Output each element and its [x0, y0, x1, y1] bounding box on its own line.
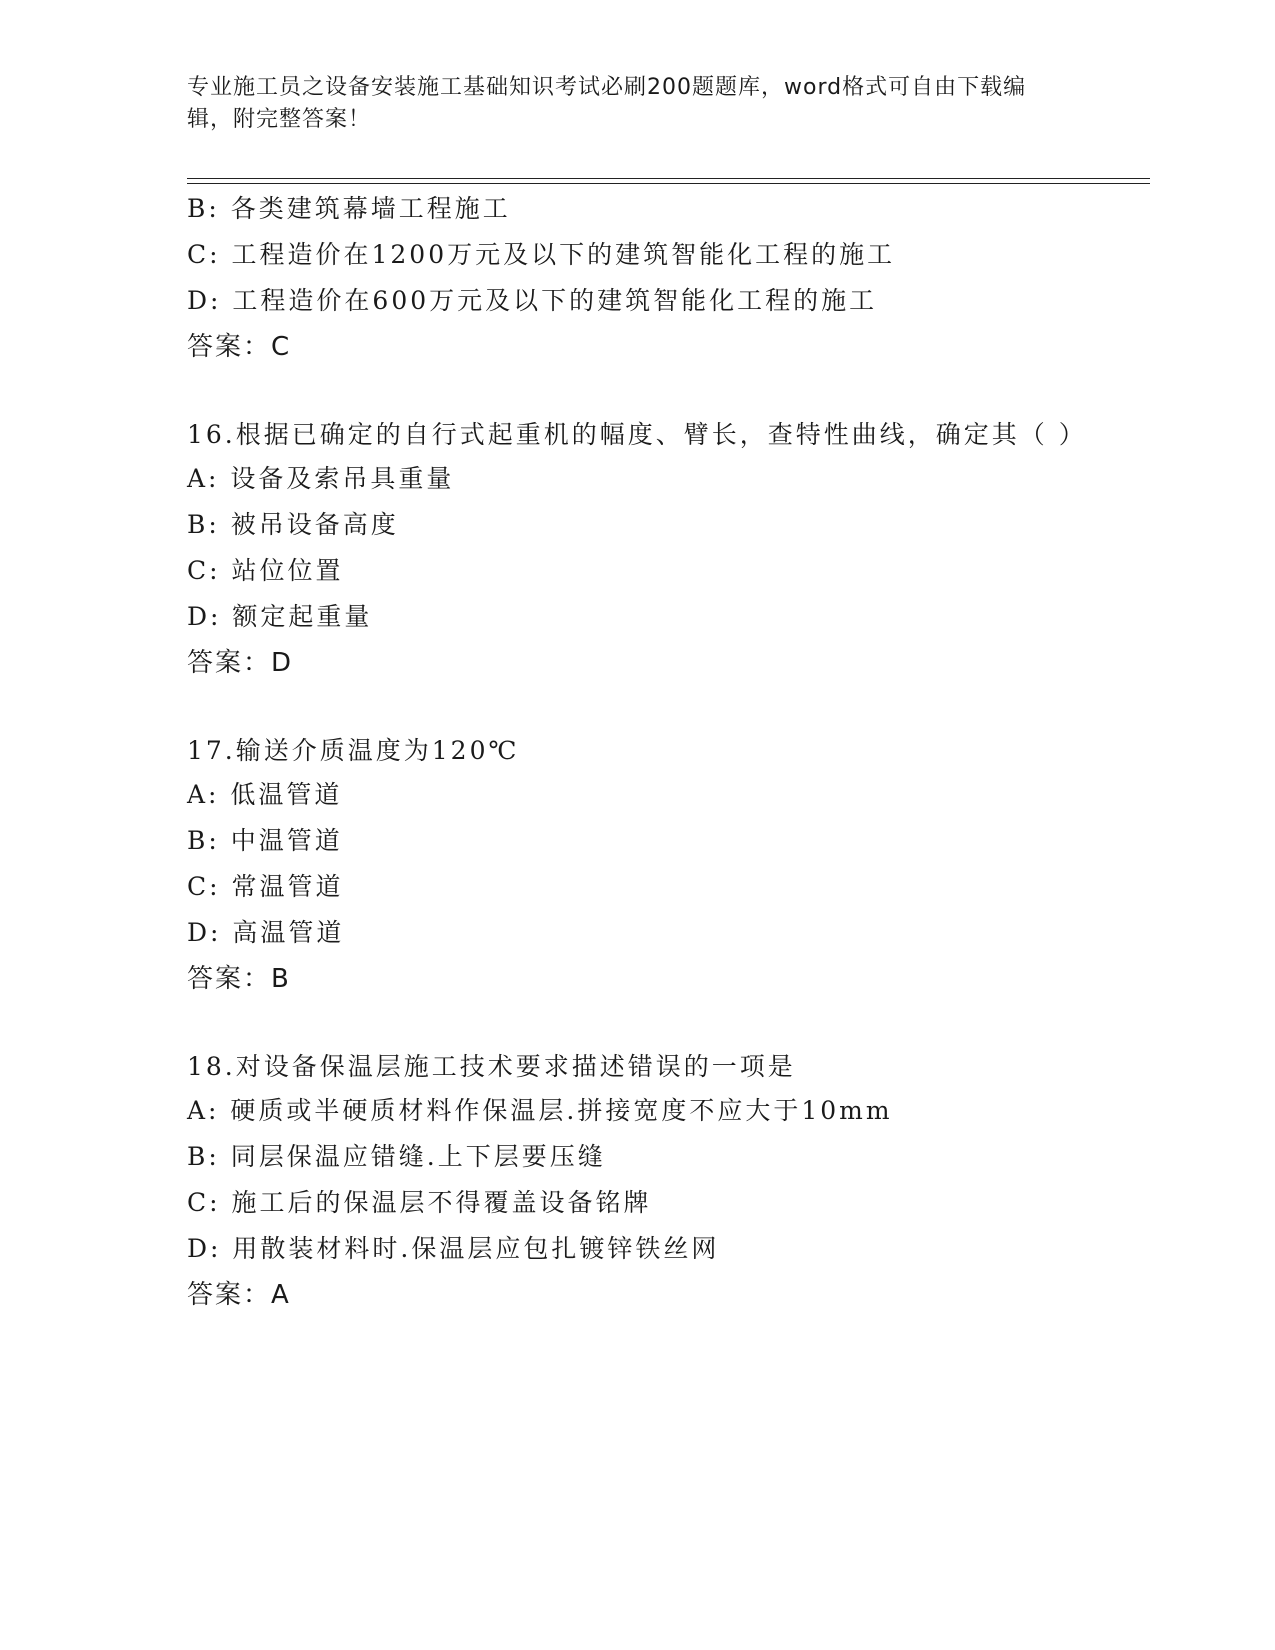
carryover-question: [187, 186, 1087, 370]
option-d: D: 额定起重量: [187, 602, 373, 631]
option-a: A: 低温管道: [187, 780, 343, 809]
option-d: D: 用散装材料时.保温层应包扎镀锌铁丝网: [187, 1234, 720, 1263]
question-text: 16.根据已确定的自行式起重机的幅度、臂长，查特性曲线，确定其（ ）: [187, 420, 1087, 449]
option-a: A: 硬质或半硬质材料作保温层.拼接宽度不应大于10mm: [187, 1096, 893, 1125]
question-text: 17.输送介质温度为120℃: [187, 736, 520, 765]
option-b: B: 被吊设备高度: [187, 510, 399, 539]
option-c: C: 施工后的保温层不得覆盖设备铭牌: [187, 1188, 652, 1217]
document-header: 专业施工员之设备安装施工基础知识考试必刷200题题库，word格式可自由下载编辑，附完整答案！: [187, 75, 1027, 132]
question-16: [187, 414, 1087, 686]
answer: 答案：D: [187, 648, 294, 678]
answer: 答案：B: [187, 964, 291, 994]
option-d: D: 工程造价在600万元及以下的建筑智能化工程的施工: [187, 286, 878, 315]
option-d: D: 高温管道: [187, 918, 345, 947]
option-b: B: 同层保温应错缝.上下层要压缝: [187, 1142, 606, 1171]
option-c: C: 工程造价在1200万元及以下的建筑智能化工程的施工: [187, 240, 896, 269]
question-18: [187, 1046, 1087, 1318]
option-c: C: 常温管道: [187, 872, 344, 901]
option-b: B: 各类建筑幕墙工程施工: [187, 194, 511, 223]
question-17: [187, 730, 1087, 1002]
answer: 答案：C: [187, 332, 292, 362]
document-body: [187, 186, 1087, 1318]
option-c: C: 站位位置: [187, 556, 344, 585]
header-rule-top: [187, 178, 1150, 179]
answer: 答案：A: [187, 1280, 291, 1310]
question-text: 18.对设备保温层施工技术要求描述错误的一项是: [187, 1052, 796, 1081]
option-a: A: 设备及索吊具重量: [187, 464, 455, 493]
header-rule-bottom: [187, 183, 1150, 184]
option-b: B: 中温管道: [187, 826, 343, 855]
